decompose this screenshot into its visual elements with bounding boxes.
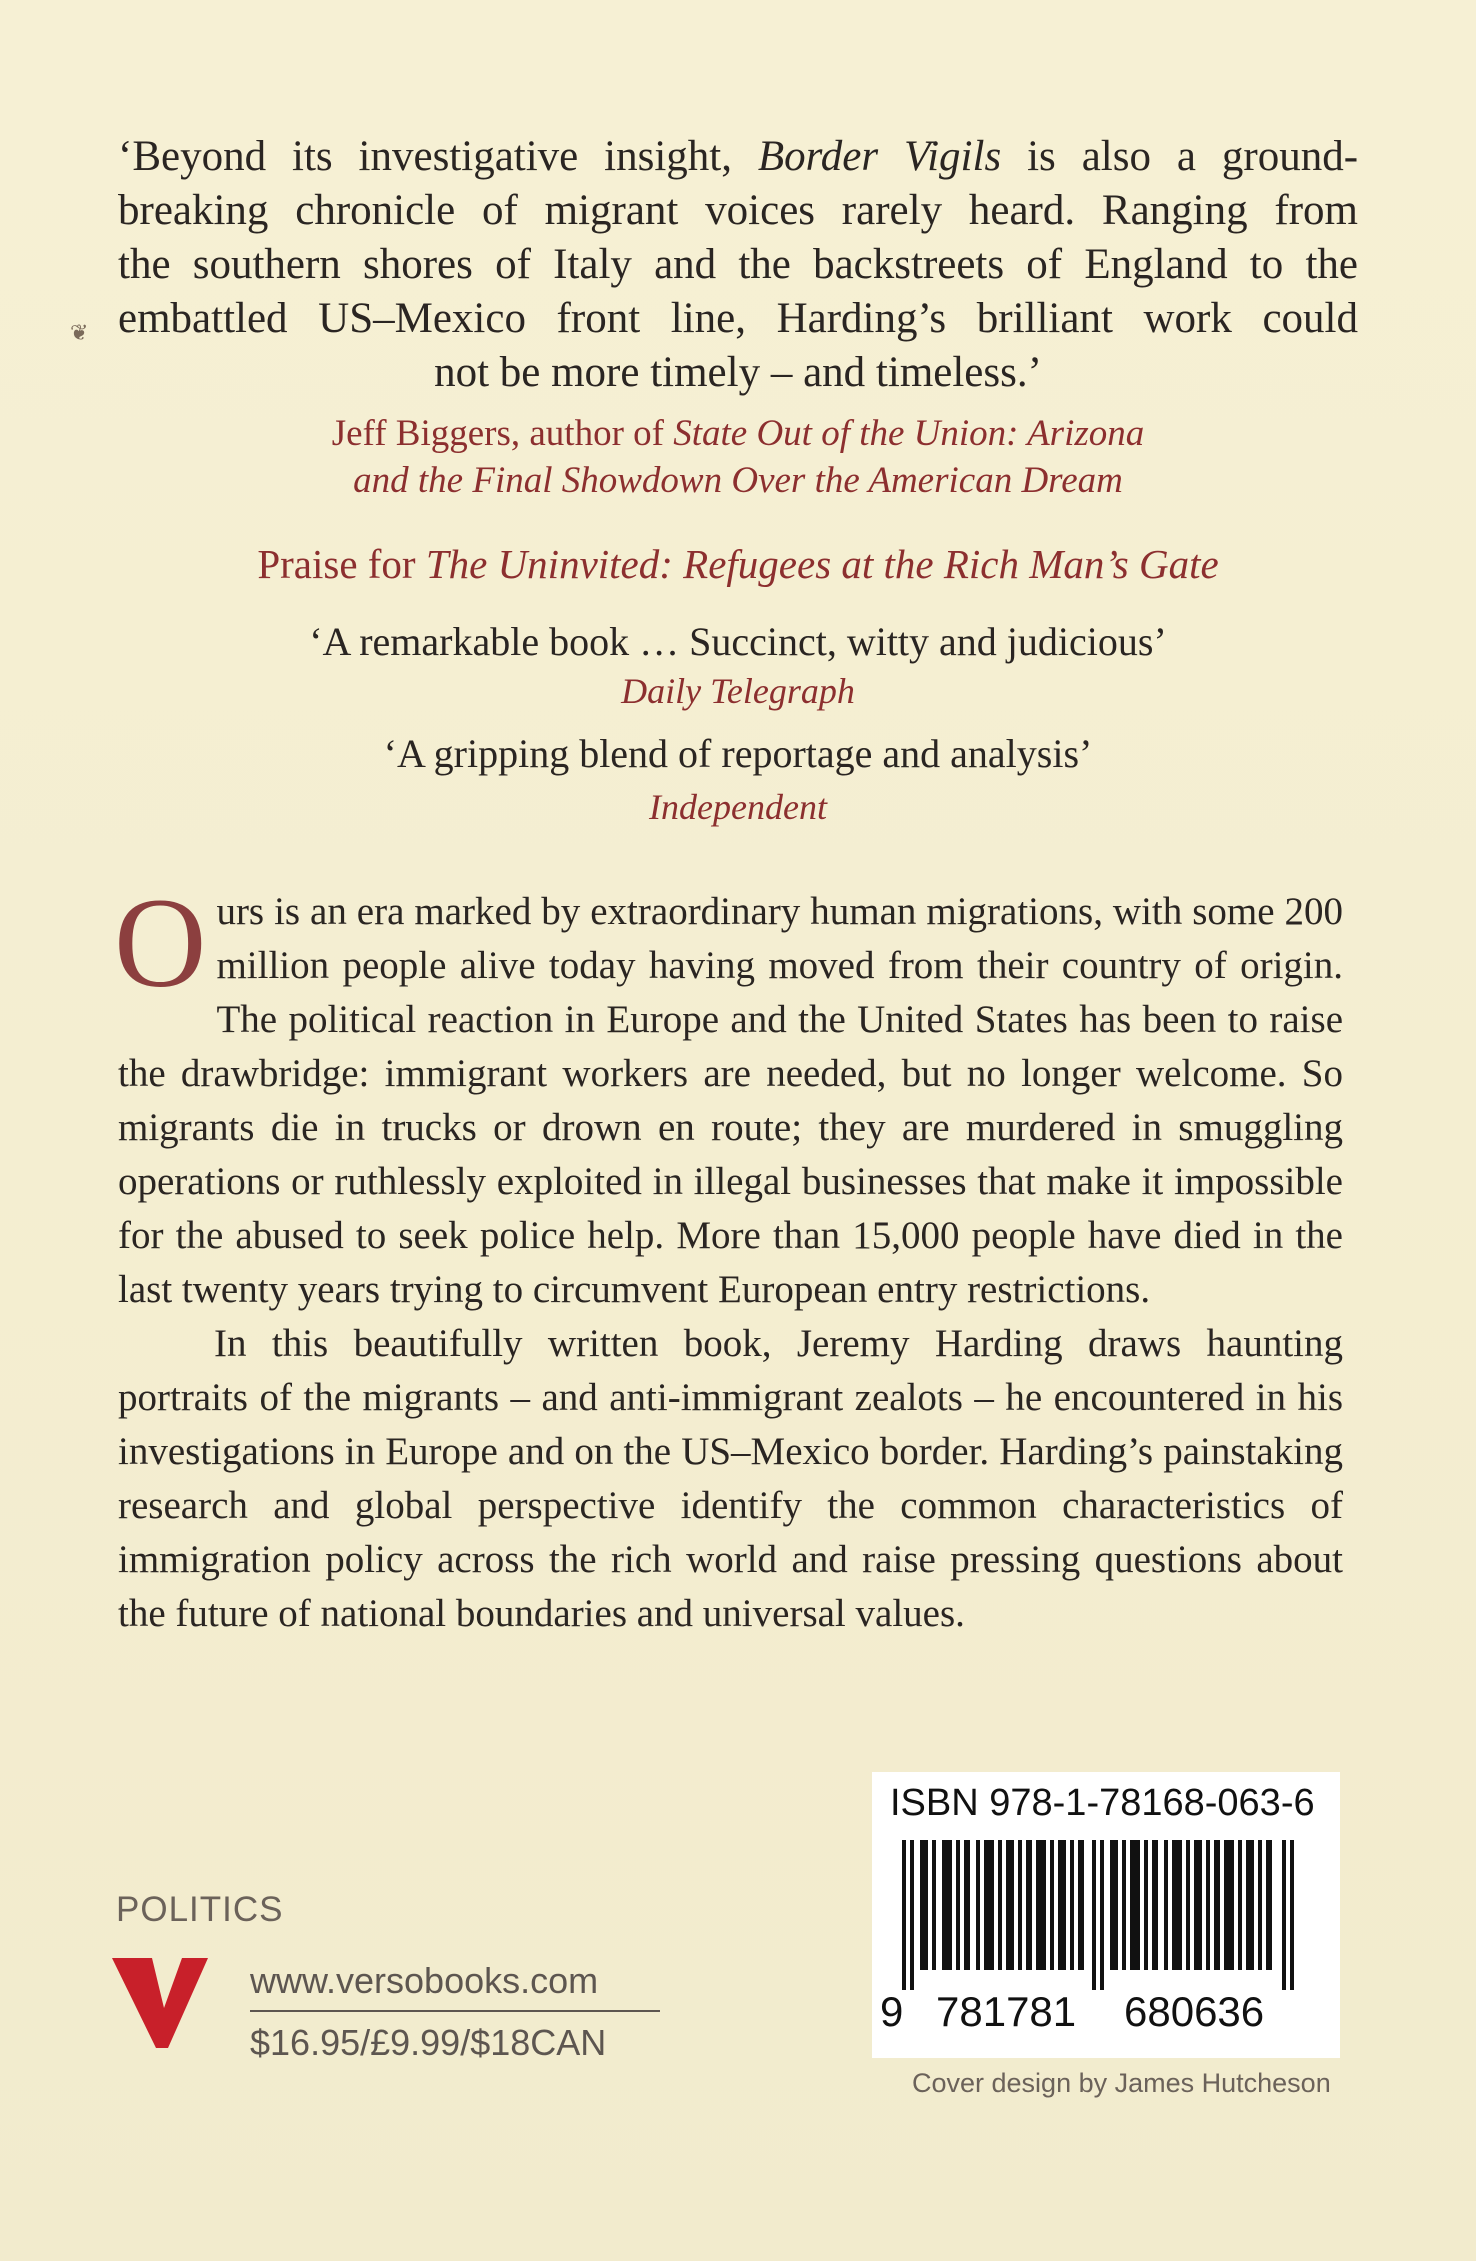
ornament-mark: ❦ bbox=[70, 320, 89, 345]
description-paragraph: In this beautifully written book, Jeremy Harding draws haunting portraits of the migrants – and anti-immigrant zealots – he encountered in his investigations in Europe and on the US–Mexico border. Harding’s painstaking research and global perspective identify the common characteristics of immigration policy across the rich world and raise pressing questions about the future of national boundaries and universal values. bbox=[118, 1322, 1343, 1635]
praise-quote: ‘A remarkable book … Succinct, witty and judicious’ bbox=[309, 619, 1167, 664]
quote-line: embattled US–Mexico front line, Harding’s brilliant work could bbox=[118, 295, 1358, 342]
cover-design-credit: Cover design by James Hutcheson bbox=[912, 2068, 1331, 2098]
praise-quote: ‘A gripping blend of reportage and analysis’ bbox=[383, 731, 1093, 776]
quote-line: ‘Beyond its investigative insight, bbox=[118, 133, 758, 180]
quote-line: not be more timely – and timeless.’ bbox=[434, 349, 1042, 396]
description-paragraph: urs is an era marked by extraordinary human migrations, with some 200 million people alive today having moved from their country of origin. The political reaction in Europe and the United States has been to raise the drawbridge: immigrant workers are needed, but no longer welcome. So migrants die in trucks or drown en route; they are murdered in smuggling operations or ruthlessly exploited in illegal businesses that make it impossible for the abused to seek police help. More than 15,000 people have died in the last twenty years trying to circumvent European entry restrictions. bbox=[118, 890, 1343, 1311]
verso-logo bbox=[112, 1958, 208, 2048]
barcode-digits-left: 781781 bbox=[936, 1988, 1077, 2035]
quote-attribution bbox=[118, 410, 1358, 504]
quote-line: the southern shores of Italy and the backstreets of England to the bbox=[118, 241, 1358, 288]
drop-cap: O bbox=[114, 872, 207, 1014]
praise-source: Independent bbox=[649, 787, 827, 827]
isbn-number: ISBN 978-1-78168-063-6 bbox=[890, 1782, 1315, 1824]
barcode-digits-right: 680636 bbox=[1124, 1988, 1265, 2035]
book-description bbox=[114, 872, 1343, 1641]
attribution-book-title: State Out of the Union: Arizona bbox=[673, 413, 1145, 454]
price-label: $16.95/£9.99/$18CAN bbox=[250, 2022, 607, 2063]
praise-book-title: The Uninvited: Refugees at the Rich Man’s Gate bbox=[425, 541, 1219, 587]
barcode-digit-prefix: 9 bbox=[880, 1988, 904, 2035]
praise-prefix: Praise for bbox=[257, 541, 426, 587]
praise-heading bbox=[118, 540, 1358, 588]
quote-book-title: Border Vigils bbox=[757, 133, 1002, 180]
publisher-url[interactable]: www.versobooks.com bbox=[250, 1960, 660, 2012]
review-quote-biggers bbox=[118, 130, 1358, 400]
barcode-bars bbox=[892, 1840, 1322, 1990]
category-label: POLITICS bbox=[116, 1890, 284, 1929]
quote-line: is also a ground- bbox=[1001, 133, 1359, 180]
attribution-book-title-cont: and the Final Showdown Over the American Dream bbox=[353, 460, 1123, 501]
quote-line: breaking chronicle of migrant voices rarely heard. Ranging from bbox=[118, 187, 1358, 234]
praise-source: Daily Telegraph bbox=[621, 671, 855, 711]
isbn-barcode bbox=[872, 1772, 1340, 2058]
attribution-author: Jeff Biggers, author of bbox=[331, 413, 674, 454]
